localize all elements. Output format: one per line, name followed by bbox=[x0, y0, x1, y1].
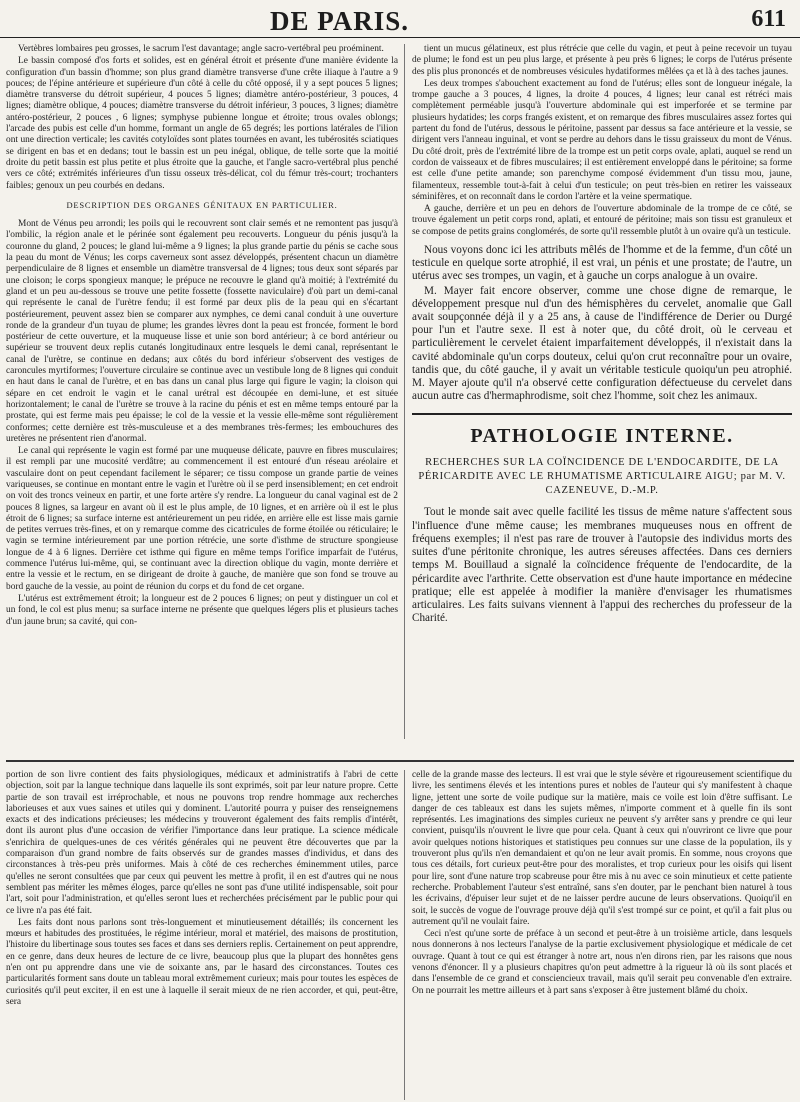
column-bottom-left bbox=[6, 770, 398, 1100]
paragraph: Les faits dont nous parlons sont très-longuement et minutieusement détaillés; ils concernent les mœurs et habitudes des prostituées, le régime intérieur, moral et matériel, des maisons de prostitution, l'histoire du libertinage sous toutes ses faces et dans ses derniers replis. Certainement on peut apprendre, en ce genre, dans deux heures de lecture de ce livre, beaucoup plus que la plupart des honnêtes gens n'en ont pu apprendre dans une vie de soixante ans, par le hasard des circonstances. Toutes ces particularités forment sans doute un tableau moral extrêmement curieux; mais pour toutes les espèces de curiosités qu'il peut exciter, il en est une à laquelle il serait mieux de ne rien accorder, et qui, peut-être, sera bbox=[6, 917, 398, 1007]
paragraph: Le canal qui représente le vagin est formé par une muqueuse délicate, pauvre en fibres musculaires; il est rempli par une mucosité verdâtre; au commencement il est entouré d'un réseau aréolaire et vasculaire dont on peut cependant facilement le séparer; ce tissu compose un grande partie de veines variqueuses, se continue en montant entre le vagin et l'urètre où il se perd insensiblement; en cet endroit on voit des troncs veineux en partir, et une forte artère s'y rendre. La longueur du canal vaginal est de 2 pouces 8 lignes, sa largeur en avant où il est le plus ample, de 10 lignes, et en arrière où il est le plus étroit de 6 lignes; sa surface interne est antérieurement un peu ridée, en arrière elle est lisse mais garnie de petites verrues très-fines, et on y remarque comme des cicatricules de forme étoilée ou réticulaire; le vagin se termine intérieurement par une portion rétrécie, une sorte d'isthme de structure spongieuse longue de 4 à 6 lignes. Derrière cet isthme qui figure en même temps l'orifice imparfait de l'utérus, commence l'utérus lui-même, qui, se continuant avec la direction oblique du vagin, monte derrière et entre la vessie et le rectum, en se dirigeant de droite à gauche, de manière que son fond se trouve au bord gauche de la vessie, au point de réunion du corps et du fond de cet organe. bbox=[6, 446, 398, 592]
page-header bbox=[0, 0, 800, 38]
paragraph: tient un mucus gélatineux, est plus rétrécie que celle du vagin, et peut à peine recevoir un tuyau de plume; le fond est un peu plus large, et présente à peu près 6 lignes; le corps de l'utérus présente des plis plus prononcés et de nombreuses vésicules hydatiformes mêlées ça et là à des taches jaunes. bbox=[412, 44, 792, 77]
paragraph: A gauche, derrière et un peu en dehors de l'ouverture abdominale de la trompe de ce côté, se trouve également un petit corps rond, aplati, et entouré de péritoine; mais son tissu est granuleux et se compose de petits grains conglomérés, de sorte qu'il ressemble plutôt à un ovaire qu'à un testicule. bbox=[412, 204, 792, 237]
paragraph: portion de son livre contient des faits physiologiques, médicaux et administratifs à l'abri de cette objection, soit par la langue technique dans laquelle ils sont exprimés, soit par leur nature propre. Cette partie de son travail est irréprochable, et nous ne pouvons trop rendre hommage aux recherches laborieuses et aux vues saines et utiles qui y dominent. L'autorité pourra y puiser des renseignemens exacts et des indications précieuses; les médecins y trouveront également des faits remplis d'intérêt, dont ils auront plus d'une occasion de vérifier l'importance dans leur pratique. La science médicale s'enrichira de quelques-unes de ces vérités générales qui ne peuvent être découvertes que par la comparaison d'un grand nombre de faits observés sur de grandes masses d'individus, et dans des circonstances à très-peu près uniformes. Mais à côté de ces recherches éminemment utiles, parce qu'elles ne seront consultées que par ceux qui peuvent les mettre à profit, il en est d'autres qui ne nous semblent pas mériter les mêmes éloges, parce qu'elles ne sont pas d'une utilité indispensable, soit pour l'art, soit pour l'administration, et qu'elles seront lues et recherchées précisément par le public pour qui ce livre n'a pas été fait. bbox=[6, 770, 398, 916]
page-number: 611 bbox=[751, 6, 786, 32]
paragraph: Mont de Vénus peu arrondi; les poils qui le recouvrent sont clair semés et ne remontent pas jusqu'à l'ombilic, la région anale et le périnée sont également peu recouverts. Longueur du pénis jusqu'à la couronne du gland, 2 pouces; le gland lui-même a 9 lignes; la plus grande partie du pénis se cache sous la peau du mont de Vénus; les corps caverneux sont assez développés, présentent chacun un diamètre perpendiculaire de 8 lignes et ensemble un diamètre transversal de 4 lignes; tous deux sont séparés par une cloison; le corps spongieux manque; le prépuce ne recouvre le gland qu'à moitié; à l'extrémité du gland et un peu au-dessous se trouve une petite fossette (fossette naviculaire) d'où part un demi-canal qui représente le canal de l'urètre fendu; il est formé par deux plis de la peau qui en s'écartant postérieurement, peuvent assez bien se comparer aux nymphes, ce demi canal conduit à une ouverture ronde de la grandeur d'un tuyau de plume; les grandes lèvres dont la peau est froncée, forment le bord postérieur de cette ouverture, et la muqueuse lisse et unie son bord antérieur; à ce bord antérieur ou supérieur se trouvent deux replis cutanés longitudinaux entre lesquels le demi canal, représentant le canal de l'urètre, se continue en dedans; aux côtés du bord inférieur s'observent des vestiges de caroncules myrtiformes; l'ouverture circulaire se continue avec un vestibule long de 8 lignes qui conduit en haut dans le canal de l'urètre, et en bas dans un canal plus large qui figure le vagin; la cloison qui sépare en cet endroit le vagin et le canal urétral est découpée en demi-lune, et est située horizontalement; le canal de l'urètre se trouve à la racine du pénis et est en même temps entouré par la prostate, qui est ferme mais peu épaisse; le col de la vessie et la vessie elle-même sont régulièrement conformes; cette dernière est très-musculeuse et a des membranes très-fermes; les embouchures des uretères ne présentent rien d'anormal. bbox=[6, 219, 398, 444]
column-divider bbox=[404, 44, 405, 739]
column-left-top bbox=[6, 44, 398, 739]
article-subtitle: RECHERCHES SUR LA COÏNCIDENCE DE L'ENDOCARDITE, DE LA PÉRICARDITE AVEC LE RHUMATISME ARTICULAIRE AIGU; par M. V. CAZENEUVE, D.-M.P. bbox=[418, 457, 786, 497]
paragraph: Tout le monde sait avec quelle facilité les tissus de même nature s'affectent sous l'influence d'une même cause; les membranes muqueuses nous en offrent de fréquens exemples; il n'est pas rare de trouver à l'autopsie des individus morts des suites d'une péritonite chronique, les autres séreuses affectées. Dans ces derniers temps M. Bouillaud a signalé la coïncidence fréquente de l'endocardite, de la péricardite avec l'arthrite. Cette observation est d'une haute importance en médecine pratique; elle est appelée à modifier la manière d'envisager les rhumatismes articulaires. Les faits suivans viennent à l'appui des recherches du professeur de la Charité. bbox=[412, 506, 792, 625]
paragraph: Ceci n'est qu'une sorte de préface à un second et peut-être à un troisième article, dans lesquels nous donnerons à nos lecteurs l'analyse de la partie exclusivement physiologique et médicale de cet ouvrage. Quant à tout ce qui est étranger à notre art, nous n'en dirons rien, par les raisons que nous venons d'énoncer. Il y a plusieurs chapitres qu'on peut admettre à la rigueur là où ils sont placés et dans l'ensemble de ce grand et consciencieux travail, mais qu'il serait peu convenable d'en extraire. On ne pourrait les mettre ailleurs et à part sans s'exposer à être justement blâmé du choix. bbox=[412, 929, 792, 996]
page-title: DE PARIS. bbox=[270, 6, 410, 36]
paragraph: Les deux trompes s'abouchent exactement au fond de l'utérus; elles sont de longueur inégale, la trompe gauche a 3 pouces, 4 lignes, la droite 4 pouces, 4 lignes; leur canal est rétréci mais complètement perméable jusqu'à l'ouverture abdominale qui est imperforée et se termine par plusieurs hydatides; les corps frangés existent, et on remarque des fibres musculaires assez fortes qui partent du fond de l'utérus, dessous le péritoine, passent par dessus sa face antérieure et la vessie, se dirigent vers l'anneau inguinal, et vont se perdre au dehors dans le tissu graisseux du mont de Vénus. Du côté droit, près de l'extrémité libre de la trompe est un petit corps ovale, aplati, auquel se rend un cordon de vaisseaux et de fibres musculaires; il est entièrement enveloppé dans le péritoine; sa forme est celle d'une petite amande; son parenchyme composé évidemment d'un tissu mou, jaune, filamenteux, ressemble tout-à-fait à celui d'un testicule; on peut très-bien en retirer les vaisseaux séminifères, et on reconnaît dans le cordon l'artère et la veine spermatique. bbox=[412, 78, 792, 202]
section-heading: DESCRIPTION DES ORGANES GÉNITAUX EN PARTICULIER. bbox=[66, 199, 338, 210]
paragraph: L'utérus est extrêmement étroit; la longueur est de 2 pouces 6 lignes; on peut y distinguer un col et un fond, le col est plus menu; sa surface interne ne présente que quelques légers plis et plusieurs taches d'un jaune brun; sa cavité, qui con- bbox=[6, 593, 398, 627]
paragraph: Le bassin composé d'os forts et solides, est en général étroit et présente d'une manière évidente la configuration d'un bassin d'homme; son plus grand diamètre transverse d'une crête iliaque à l'autre a 9 pouces; de l'épine antérieure et supérieure d'un côté à celle du côté opposé, il y a sept pouces 5 lignes; diamètre transverse du détroit supérieur, 4 pouces 5 lignes; diamètre antéro-postérieur, 3 pouces, 4 lignes; diamètre oblique, 4 pouces; diamètre transverse du détroit inférieur, 3 pouces, 3 lignes; diamètre antéro-postérieur, 2 pouces , 6 lignes; symphyse pubienne longue et étroite; trous ovales oblongs; l'arcade des pubis est celle d'un homme, formant un angle de 65 degrés; les portions latérales de l'ilion ont une direction verticale; les cavités cotyloïdes sont plates tournées en avant, les tubérosités sciatiques se dirigent en bas et en dedans; tout le bassin est un peu inégal, oblique, de telle sorte que la moitié droite du petit bassin est plus petite et plus étroite que la gauche, et l'angle sacro-vertébral plus penché vers ce côté; extrémités inférieures d'un tissu osseux très-délicat, col du fémur très-court; trochanters faibles; genoux un peu courbés en dedans. bbox=[6, 56, 398, 191]
paragraph: Nous voyons donc ici les attributs mêlés de l'homme et de la femme, d'un côté un testicule en quelque sorte atrophié, il est vrai, un pénis et une prostate; de l'autre, un utérus avec ses trompes, un vagin, et à gauche un corps analogue à un ovaire. bbox=[412, 244, 792, 283]
section-divider bbox=[6, 760, 794, 762]
paragraph: M. Mayer fait encore observer, comme une chose digne de remarque, le développement presque nul d'un des hémisphères du cervelet, anomalie que Gall avait soupçonnée déjà il y a 25 ans, à cause de l'indifférence de Derier ou Durgé pour l'un et l'autre sexe. Il est à noter que, du côté droit, où le cerveau et particulièrement le cervelet étaient imparfaitement développés, il n'existait dans la cavité abdominale qu'un corps douteux, celui qu'on crut reconnaître pour un ovaire, tandis que, du côté gauche, il y avait un véritable testicule quoiqu'un peu atrophié. M. Mayer ajoute qu'il n'a observé cette configuration défectueuse du cervelet dans aucun autre cas d'hermaphrodisme, soit chez l'homme, soit chez les animaux. bbox=[412, 284, 792, 403]
paragraph: Vertèbres lombaires peu grosses, le sacrum l'est davantage; angle sacro-vertébral peu proéminent. bbox=[18, 44, 384, 54]
column-divider bbox=[404, 770, 405, 1100]
column-bottom-right bbox=[412, 770, 792, 1100]
paragraph: celle de la grande masse des lecteurs. Il est vrai que le style sévère et rigoureusement scientifique du livre, les sentimens élevés et les intentions pures et nobles de l'auteur qui s'y manifestent à chaque ligne, jettent une sorte de voile pudique sur la matière, mais ce voile est loin d'être suffisant. Le danger de ces tableaux est dans les sujets mêmes, n'importe comment et à quelle fin ils sont représentés. Les imaginations des simples curieux ne peuvent s'y arrêter sans y prendre ce qui leur convient, puisqu'ils n'ouvrent le livre que pour cela. Quant à ceux qui n'ouvriront ce livre que pour avoir quelques notions historiques et statistiques peu connues sur une classe de la population, ils y trouveront plus qu'ils n'en demandaient et qu'on ne leur avait promis. En somme, nous croyons que tous ces détails, fort curieux peut-être pour des moralistes, et trop curieux pour les oisifs qui lisent pour lire, sont d'une nature trop scabreuse pour être mis à nu avec ce soin minutieux et cette patiente recherche. Probablement l'auteur s'est entraîné, sans s'en douter, par le penchant bien naturel à tous les écrivains, d'épuiser leur sujet et de ne laisser perdre aucune de leurs observations. Quoiqu'il en soit, le succès de vogue de l'ouvrage prouve déjà qu'il s'est trompé sur ce point, et qu'il a fait plus ou autrement qu'il ne voulait faire. bbox=[412, 770, 792, 927]
column-right-top bbox=[412, 44, 792, 739]
article-title: PATHOLOGIE INTERNE. bbox=[412, 413, 792, 448]
